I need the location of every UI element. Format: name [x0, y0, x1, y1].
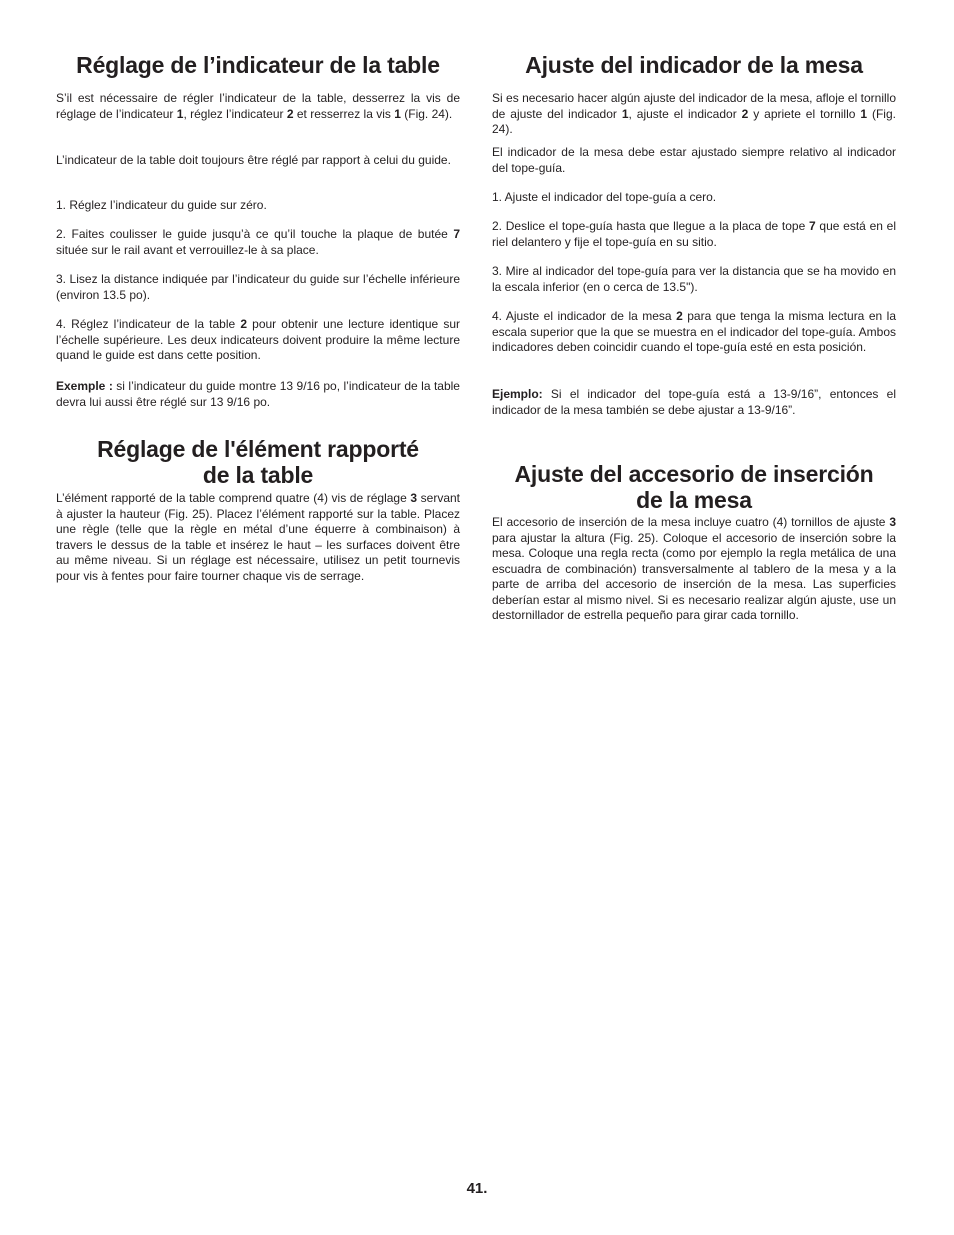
fr-step-4: 4. Réglez l’indicateur de la table 2 pour obtenir une lecture identique sur l’échelle supérieure. Les deux indicateurs doivent produire la même lecture quand le guide est dans cette position. — [56, 317, 460, 362]
page-number: 41. — [466, 1180, 488, 1197]
fr-step-1: 1. Réglez l’indicateur du guide sur zéro. — [56, 198, 267, 212]
fr-paragraph-2: L’indicateur de la table doit toujours être réglé par rapport à celui du guide. — [56, 153, 451, 167]
es-insert-paragraph: El accesorio de inserción de la mesa incluye cuatro (4) tornillos de ajuste 3 para ajustar la altura (Fig. 25). Coloque el accesorio de inserción sobre la mesa. Coloque una regla recta (como por ejemplo la regla metálica de una escuadra de combinación) transversalmente al tablero de la mesa y a la parte de arriba del accesorio de inserción de la mesa. Las superficies deberían estar al mismo nivel. Si es necesario realizar algún ajuste, use un destornillador de estrella pequeño para girar cada tornillo. — [492, 515, 896, 622]
fr-example: Exemple : si l’indicateur du guide montre 13 9/16 po, l’indicateur de la table devra lui aussi être réglé sur 13 9/16 po. — [56, 379, 460, 409]
fr-heading-table-indicator: Réglage de l’indicateur de la table — [76, 52, 440, 78]
fr-step-3: 3. Lisez la distance indiquée par l’indicateur du guide sur l’échelle inférieure (environ 13.5 po). — [56, 272, 460, 302]
es-paragraph-1: Si es necesario hacer algún ajuste del indicador de la mesa, afloje el tornillo de ajuste del indicador 1, ajuste el indicador 2 y apriete el tornillo 1 (Fig. 24). — [492, 91, 896, 136]
fr-heading-table-insert: Réglage de l'élément rapporté de la table — [97, 436, 419, 488]
es-step-4: 4. Ajuste el indicador de la mesa 2 para que tenga la misma lectura en la escala superior que la que se muestra en el indicador del tope-guía. Ambos indicadores deben coincidir cuando el tope-guía esté en esta posición. — [492, 309, 896, 354]
es-heading-table-indicator: Ajuste del indicador de la mesa — [525, 52, 863, 78]
fr-insert-paragraph: L’élément rapporté de la table comprend quatre (4) vis de réglage 3 servant à ajuster la hauteur (Fig. 25). Placez l’élément rapporté sur la table. Placez une règle (telle que la règle en métal d’une équerre à combinaison) à travers le dessus de la table et insérez le haut – les surfaces doivent être au même niveau. Si un réglage est nécessaire, utilisez un petit tournevis pour vis à fentes pour faire tourner chaque vis de serrage. — [56, 491, 461, 583]
fr-paragraph-1: S’il est nécessaire de régler l’indicateur de la table, desserrez la vis de réglage de l’indicateur 1, réglez l’indicateur 2 et resserrez la vis 1 (Fig. 24). — [56, 91, 460, 121]
fr-step-2: 2. Faites coulisser le guide jusqu’à ce qu’il touche la plaque de butée 7 située sur le rail avant et verrouillez-le à sa place. — [56, 227, 460, 257]
es-step-3: 3. Mire al indicador del tope-guía para ver la distancia que se ha movido en la escala inferior (en o cerca de 13.5"). — [492, 264, 896, 294]
es-heading-table-insert: Ajuste del accesorio de inserción de la mesa — [514, 461, 874, 513]
es-example: Ejemplo: Si el indicador del tope-guía está a 13-9/16”, entonces el indicador de la mesa también se debe ajustar a 13-9/16”. — [492, 387, 896, 417]
es-step-2: 2. Deslice el tope-guía hasta que llegue a la placa de tope 7 que está en el riel delantero y fije el tope-guía en su sitio. — [492, 219, 897, 249]
es-paragraph-2: El indicador de la mesa debe estar ajustado siempre relativo al indicador del tope-guía. — [492, 145, 896, 175]
es-step-1: 1. Ajuste el indicador del tope-guía a cero. — [492, 190, 717, 204]
